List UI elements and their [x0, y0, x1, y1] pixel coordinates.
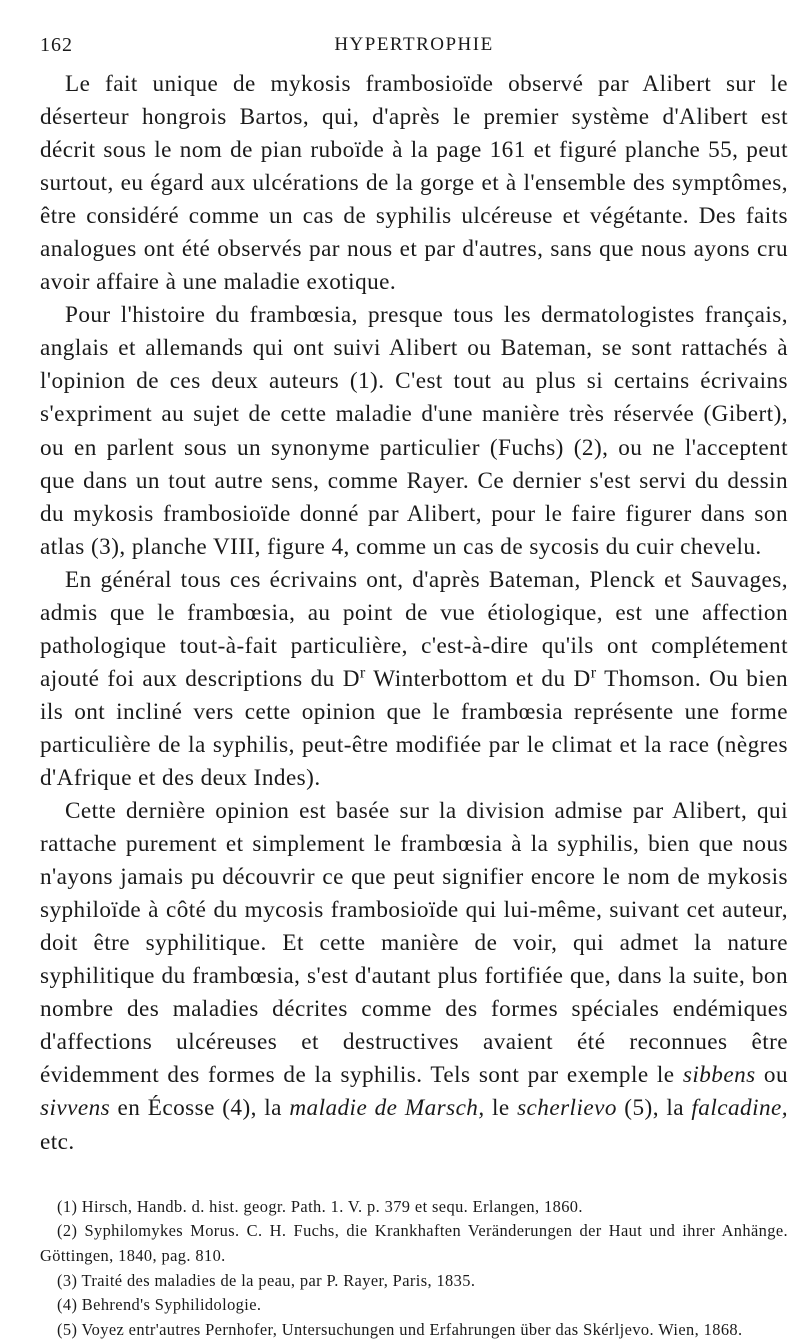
- italic-term: falcadine,: [691, 1095, 788, 1122]
- doctor-abbrev-superscript: r: [590, 663, 597, 682]
- footnote-3: (3) Traité des maladies de la peau, par P. Rayer, Paris, 1835.: [57, 1270, 476, 1290]
- italic-term: scherlievo: [517, 1095, 617, 1122]
- paragraph-text: en Écosse: [110, 1095, 223, 1122]
- paragraph-text: Pour l'histoire du frambœsia, presque tous les dermatologistes français, anglais et allemands qui ont suivi Alibert ou Bateman, se sont rattachés à l'opinion de ces deux auteurs: [40, 302, 788, 395]
- paragraph-text: etc.: [40, 1128, 75, 1155]
- paragraph-text: . C'est tout au plus si certains écrivains s'expriment au sujet de cette maladie d'une manière très réservée (Gibert), ou en parlent sous un synonyme particulier (Fuchs): [40, 368, 789, 461]
- footnote-ref-5[interactable]: (5): [624, 1095, 653, 1122]
- italic-term: sivvens: [40, 1095, 111, 1122]
- paragraph-text: , la: [652, 1095, 692, 1122]
- footnote-ref-2[interactable]: (2): [573, 434, 603, 461]
- footnote-4: (4) Behrend's Syphilidologie.: [57, 1295, 262, 1315]
- footnote-1: (1) Hirsch, Handb. d. hist. geogr. Path. 1. V. p. 379 et sequ. Erlangen, 1860.: [57, 1196, 583, 1216]
- paragraph-text: Thomson. Ou bien ils ont incliné vers cette opinion que le frambœsia représente une forme particulière de la syphilis, peut-être modifiée par le climat et la race (nègres d'Afrique et des deux Indes).: [40, 665, 788, 791]
- footnotes: [40, 1195, 788, 1343]
- italic-term: maladie de Marsch,: [289, 1095, 485, 1122]
- paragraph-text: ou: [755, 1062, 789, 1089]
- paragraph-text: , ou ne l'acceptent que dans un tout autre sens, comme Rayer. Ce dernier s'est servi du dessin du mykosis frambosioïde donné par Alibert, pour le faire figurer dans son atlas: [40, 434, 788, 560]
- paragraph-text: En général tous ces écrivains ont, d'après Bateman, Plenck et Sauvages, admis que le frambœsia, au point de vue étiologique, est une affection pathologique tout-à-fait particulière, c'est-à-dire qu'ils ont complétement ajouté foi aux descriptions du D: [40, 566, 788, 692]
- footnote-5: (5) Voyez entr'autres Pernhofer, Untersuchungen und Erfahrungen über das Skérljevo. Wien, 1868.: [57, 1320, 743, 1340]
- paragraph-4: [40, 795, 788, 1159]
- italic-term: sibbens: [682, 1062, 756, 1089]
- footnote-2: (2) Syphilomykes Morus. C. H. Fuchs, die Krankhaften Veränderungen der Haut und ihrer Anhänge. Göttingen, 1840, pag. 810.: [40, 1221, 788, 1265]
- paragraph-3: [40, 564, 788, 795]
- footnote-ref-3[interactable]: (3): [91, 533, 120, 560]
- paragraph-text: , la: [250, 1095, 290, 1122]
- page-header: [40, 26, 788, 62]
- footnote-ref-1[interactable]: (1): [349, 368, 379, 395]
- footnote-ref-4[interactable]: (4): [222, 1095, 251, 1122]
- page-number: 162: [40, 34, 73, 56]
- paragraph-text: Cette dernière opinion est basée sur la division admise par Alibert, qui rattache purement et simplement le frambœsia à la syphilis, bien que nous n'ayons jamais pu découvrir ce que peut signifier encore le nom de mykosis syphiloïde à côté du mycosis frambosioïde qui lui-même, suivant cet auteur, doit être syphilitique. Et cette manière de voir, qui admet la nature syphilitique du frambœsia, s'est d'autant plus fortifiée que, dans la suite, bon nombre des maladies décrites comme des formes spéciales endémiques d'affections ulcéreuses et destructives avaient été reconnues être évidemment des formes de la syphilis. Tels sont par exemple le: [40, 798, 788, 1089]
- body-text: [40, 68, 788, 1159]
- running-title: HYPERTROPHIE: [334, 34, 494, 55]
- paragraph-1: [40, 68, 788, 299]
- paragraph-text: Winterbottom et du D: [365, 665, 591, 692]
- paragraph-text: , planche VIII, figure 4, comme un cas de sycosis du cuir chevelu.: [119, 533, 762, 560]
- doctor-abbrev-superscript: r: [359, 663, 366, 682]
- paragraph-text: Le fait unique de mykosis frambosioïde observé par Alibert sur le déserteur hongrois Bartos, qui, d'après le premier système d'Alibert est décrit sous le nom de pian ruboïde à la page 161 et figuré planche 55, peut surtout, eu égard aux ulcérations de la gorge et à l'ensemble des symptômes, être considéré comme un cas de syphilis ulcéreuse et végétante. Des faits analogues ont été observés par nous et par d'autres, sans que nous ayons cru avoir affaire à une maladie exotique.: [40, 71, 788, 296]
- paragraph-2: [40, 299, 788, 563]
- paragraph-text: le: [484, 1095, 518, 1122]
